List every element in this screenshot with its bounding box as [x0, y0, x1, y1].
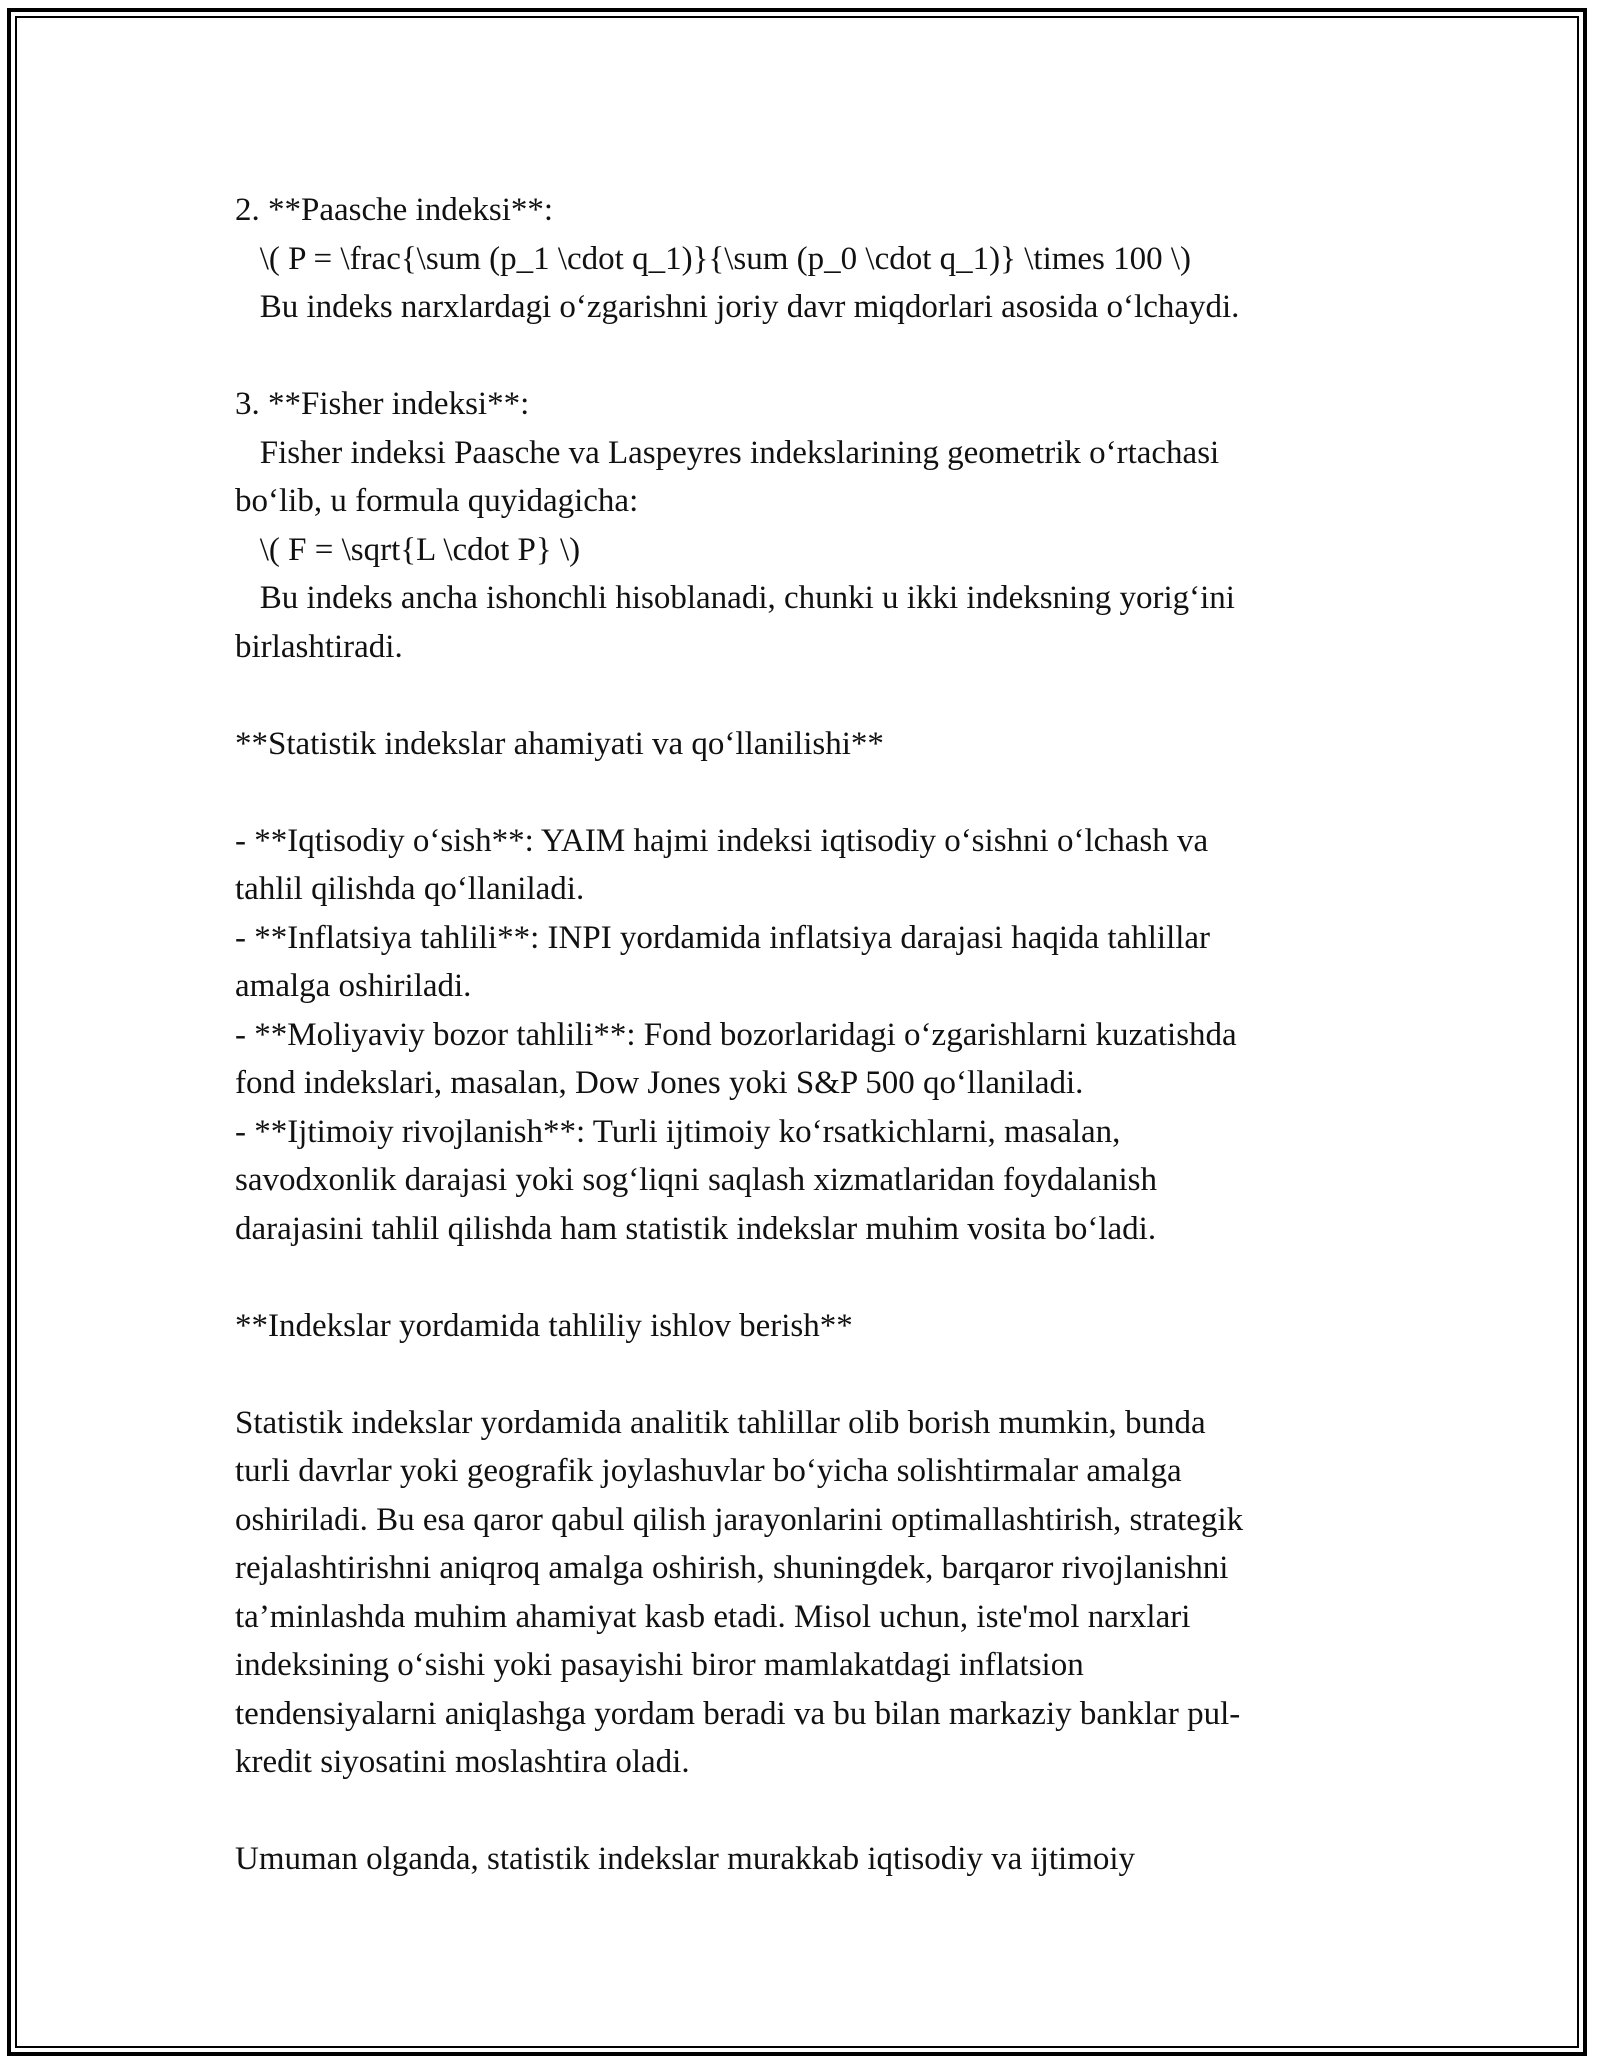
document-body — [235, 186, 1385, 1884]
blank-line — [235, 1253, 1385, 1302]
text-line: fond indekslari, masalan, Dow Jones yoki S&P 500 qo‘llaniladi. — [235, 1065, 1084, 1101]
text-line: - **Ijtimoiy rivojlanish**: Turli ijtimoiy ko‘rsatkichlarni, masalan, — [235, 1113, 1121, 1150]
blank-line — [235, 1787, 1385, 1836]
text-line: \( F = \sqrt{L \cdot P} \) — [235, 531, 581, 568]
text-line: amalga oshiriladi. — [235, 968, 472, 1004]
text-line: Bu indeks ancha ishonchli hisoblanadi, chunki u ikki indeksning yorig‘ini — [235, 580, 1235, 616]
text-line: - **Iqtisodiy o‘sish**: YAIM hajmi indeksi iqtisodiy o‘sishni o‘lchash va — [235, 822, 1209, 859]
text-line: tendensiyalarni aniqlashga yordam beradi va bu bilan markaziy banklar pul- — [235, 1695, 1241, 1732]
text-line: Statistik indekslar yordamida analitik tahlillar olib borish mumkin, bunda — [235, 1404, 1206, 1441]
text-line: indeksining o‘sishi yoki pasayishi biror mamlakatdagi inflatsion — [235, 1647, 1084, 1683]
text-line: \( P = \frac{\sum (p_1 \cdot q_1)}{\sum (p_0 \cdot q_1)} \times 100 \) — [235, 240, 1192, 277]
text-line: savodxonlik darajasi yoki sog‘liqni saqlash xizmatlaridan foydalanish — [235, 1162, 1157, 1198]
text-line: Fisher indeksi Paasche va Laspeyres indekslarining geometrik o‘rtachasi — [235, 434, 1220, 471]
text-line: darajasini tahlil qilishda ham statistik indekslar muhim vosita bo‘ladi. — [235, 1210, 1157, 1247]
text-line: turli davrlar yoki geografik joylashuvlar bo‘yicha solishtirmalar amalga — [235, 1453, 1182, 1489]
text-line: tahlil qilishda qo‘llaniladi. — [235, 871, 585, 907]
blank-line — [235, 671, 1385, 720]
text-line: 2. **Paasche indeksi**: — [235, 192, 554, 228]
text-line: Bu indeks narxlardagi o‘zgarishni joriy davr miqdorlari asosida o‘lchaydi. — [235, 289, 1240, 325]
text-line: oshiriladi. Bu esa qaror qabul qilish jarayonlarini optimallashtirish, strategik — [235, 1501, 1244, 1538]
text-line: kredit siyosatini moslashtira oladi. — [235, 1744, 690, 1780]
text-line: **Indekslar yordamida tahliliy ishlov berish** — [235, 1307, 853, 1344]
text-line: birlashtiradi. — [235, 628, 403, 665]
text-line: bo‘lib, u formula quyidagicha: — [235, 483, 639, 519]
text-line: - **Inflatsiya tahlili**: INPI yordamida inflatsiya darajasi haqida tahlillar — [235, 919, 1211, 956]
text-line: ta’minlashda muhim ahamiyat kasb etadi. Misol uchun, iste'mol narxlari — [235, 1598, 1191, 1635]
text-line: Umuman olganda, statistik indekslar murakkab iqtisodiy va ijtimoiy — [235, 1841, 1136, 1877]
text-line: **Statistik indekslar ahamiyati va qo‘llanilishi** — [235, 725, 884, 762]
blank-line — [235, 768, 1385, 817]
blank-line — [235, 332, 1385, 381]
text-line: 3. **Fisher indeksi**: — [235, 386, 530, 422]
text-line: rejalashtirishni aniqroq amalga oshirish, shuningdek, barqaror rivojlanishni — [235, 1550, 1229, 1586]
blank-line — [235, 1350, 1385, 1399]
text-line: - **Moliyaviy bozor tahlili**: Fond bozorlaridagi o‘zgarishlarni kuzatishda — [235, 1016, 1237, 1053]
